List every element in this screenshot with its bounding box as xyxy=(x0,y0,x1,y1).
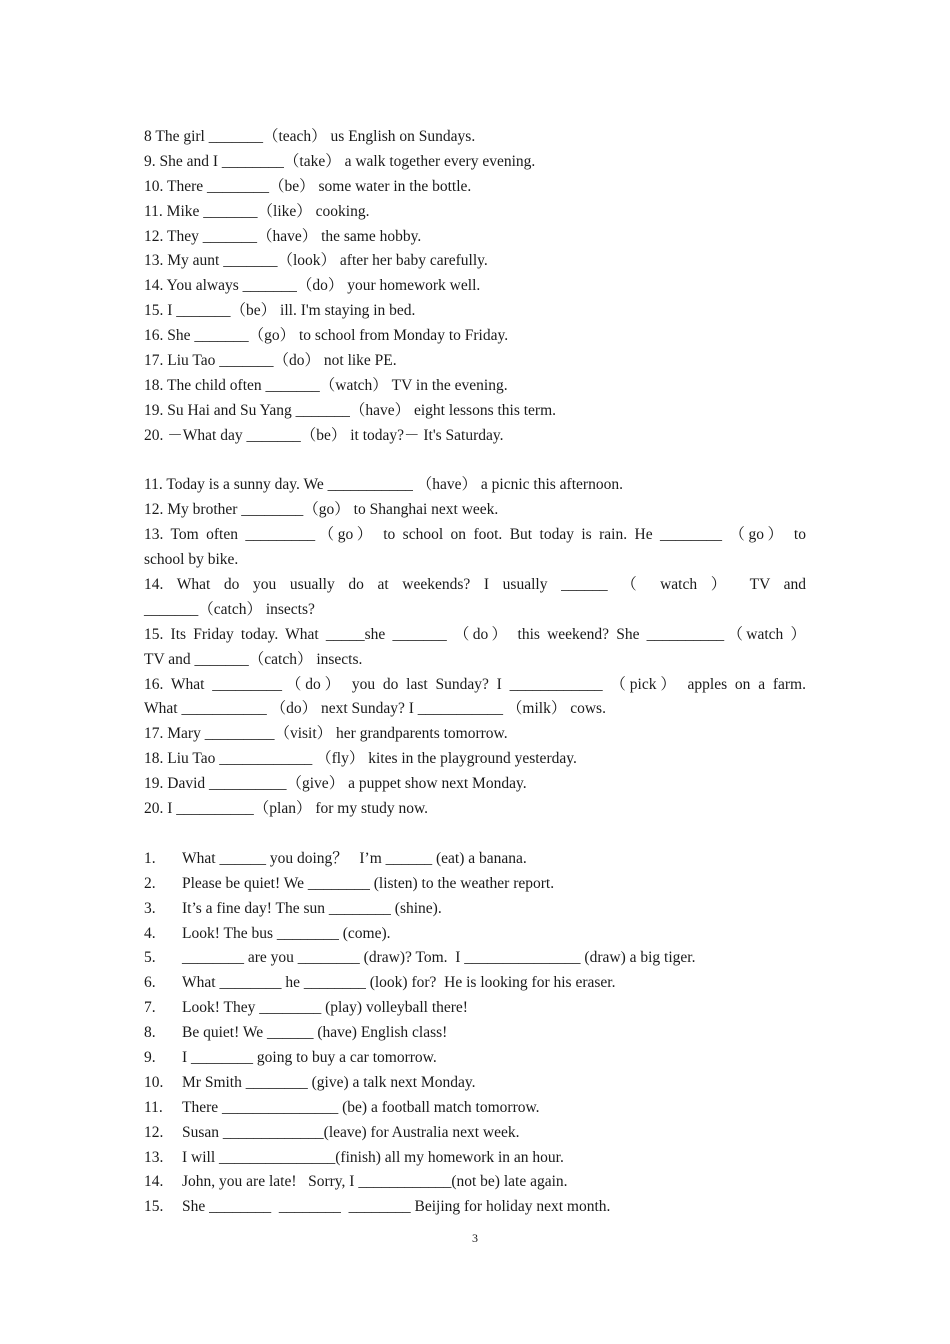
question-line: 11. Mike _______（like） cooking. xyxy=(144,202,370,220)
question-number: 2. xyxy=(144,874,156,892)
question-text: John, you are late! Sorry, I ____________(not be) late again. xyxy=(182,1173,568,1191)
question-number: 3. xyxy=(144,899,156,917)
question-number: 8. xyxy=(144,1024,156,1042)
numbered-question xyxy=(144,1096,806,1121)
question-number: 5. xyxy=(144,949,156,967)
question-number: 13. xyxy=(144,1148,164,1166)
numbered-question xyxy=(144,1071,806,1096)
page-number: 3 xyxy=(472,1231,478,1245)
numbered-question xyxy=(144,1170,806,1195)
numbered-question xyxy=(144,971,806,996)
question-number: 10. xyxy=(144,1073,164,1091)
question-line: 9. She and I ________（take） a walk together every evening. xyxy=(144,152,536,170)
question-text: ________ are you ________ (draw)? Tom. I _______________ (draw) a big tiger. xyxy=(182,949,696,967)
question-line: 14. What do you usually do at weekends? I usually ______ （ watch ） TV and xyxy=(144,576,806,594)
section-gap xyxy=(144,822,806,847)
question-line: 17. Liu Tao _______（do） not like PE. xyxy=(144,352,397,370)
question-line: 11. Today is a sunny day. We ___________ （have） a picnic this afternoon. xyxy=(144,476,623,494)
question-line: 10. There ________（be） some water in the bottle. xyxy=(144,177,472,195)
question-text: There _______________ (be) a football match tomorrow. xyxy=(182,1098,540,1116)
question-line: 13. Tom often _________（go） to school on foot. But today is rain. He ________ （go） to xyxy=(144,526,806,544)
numbered-question xyxy=(144,847,806,872)
section-gap xyxy=(144,449,806,474)
question-text: Susan _____________(leave) for Australia next week. xyxy=(182,1123,520,1141)
numbered-question xyxy=(144,996,806,1021)
question-number: 4. xyxy=(144,924,156,942)
numbered-question xyxy=(144,872,806,897)
question-line: 15. I _______（be） ill. I'm staying in bed. xyxy=(144,302,416,320)
question-text: She ________ ________ ________ Beijing for holiday next month. xyxy=(182,1198,611,1216)
question-line: 18. Liu Tao ____________ （fly） kites in the playground yesterday. xyxy=(144,750,577,768)
question-number: 1. xyxy=(144,849,156,867)
question-line: 8 The girl _______（teach） us English on Sundays. xyxy=(144,128,476,145)
question-line: 16. She _______（go） to school from Monday to Friday. xyxy=(144,327,509,345)
question-text: Mr Smith ________ (give) a talk next Monday. xyxy=(182,1073,476,1091)
question-text: Look! They ________ (play) volleyball there! xyxy=(182,999,468,1017)
question-line: 19. Su Hai and Su Yang _______（have） eight lessons this term. xyxy=(144,401,557,419)
question-text: Look! The bus ________ (come). xyxy=(182,924,391,942)
question-number: 9. xyxy=(144,1048,156,1066)
question-number: 7. xyxy=(144,999,156,1017)
question-line-continued: TV and _______（catch） insects. xyxy=(144,650,363,668)
numbered-question xyxy=(144,1146,806,1171)
question-line: 17. Mary _________（visit） her grandparents tomorrow. xyxy=(144,725,508,743)
question-line: 15. Its Friday today. What _____she _______ （do） this weekend? She __________（watch ） xyxy=(144,625,806,643)
section-2 xyxy=(144,473,806,821)
question-line: 14. You always _______（do） your homework well. xyxy=(144,277,481,295)
question-line: 20. －What day _______（be） it today?－ It's Saturday. xyxy=(144,426,504,444)
question-line: 12. My brother ________（go） to Shanghai next week. xyxy=(144,501,499,519)
question-number: 11. xyxy=(144,1098,163,1116)
question-number: 14. xyxy=(144,1173,164,1191)
numbered-question xyxy=(144,1021,806,1046)
question-line: 13. My aunt _______（look） after her baby carefully. xyxy=(144,252,488,270)
section-3 xyxy=(144,847,806,1220)
question-line: 16. What _________（do） you do last Sunday? I ____________ （pick） apples on a farm. xyxy=(144,675,806,693)
question-line: 19. David __________（give） a puppet show next Monday. xyxy=(144,775,527,793)
question-line-continued: _______（catch） insects? xyxy=(144,600,315,618)
numbered-question xyxy=(144,897,806,922)
question-text: Be quiet! We ______ (have) English class! xyxy=(182,1024,448,1042)
question-number: 15. xyxy=(144,1198,164,1216)
exercise-content xyxy=(144,125,806,1220)
question-line-continued: What ___________ （do） next Sunday? I ___________ （milk） cows. xyxy=(144,700,606,718)
numbered-question xyxy=(144,922,806,947)
question-text: Please be quiet! We ________ (listen) to the weather report. xyxy=(182,874,555,892)
question-number: 6. xyxy=(144,974,156,992)
question-number: 12. xyxy=(144,1123,164,1141)
question-text: It’s a fine day! The sun ________ (shine). xyxy=(182,899,442,917)
numbered-question xyxy=(144,946,806,971)
question-text: What ________ he ________ (look) for? He is looking for his eraser. xyxy=(182,974,616,992)
question-line: 12. They _______（have） the same hobby. xyxy=(144,227,422,245)
question-text: What ______ you doing？ I’m ______ (eat) a banana. xyxy=(182,849,527,867)
question-line: 20. I __________（plan） for my study now. xyxy=(144,800,429,818)
question-text: I ________ going to buy a car tomorrow. xyxy=(182,1048,437,1066)
question-text: I will _______________(finish) all my homework in an hour. xyxy=(182,1148,564,1166)
question-line-continued: school by bike. xyxy=(144,551,239,569)
numbered-question xyxy=(144,1121,806,1146)
section-1 xyxy=(144,125,806,449)
numbered-question xyxy=(144,1195,806,1220)
question-line: 18. The child often _______（watch） TV in the evening. xyxy=(144,376,508,394)
numbered-question xyxy=(144,1046,806,1071)
